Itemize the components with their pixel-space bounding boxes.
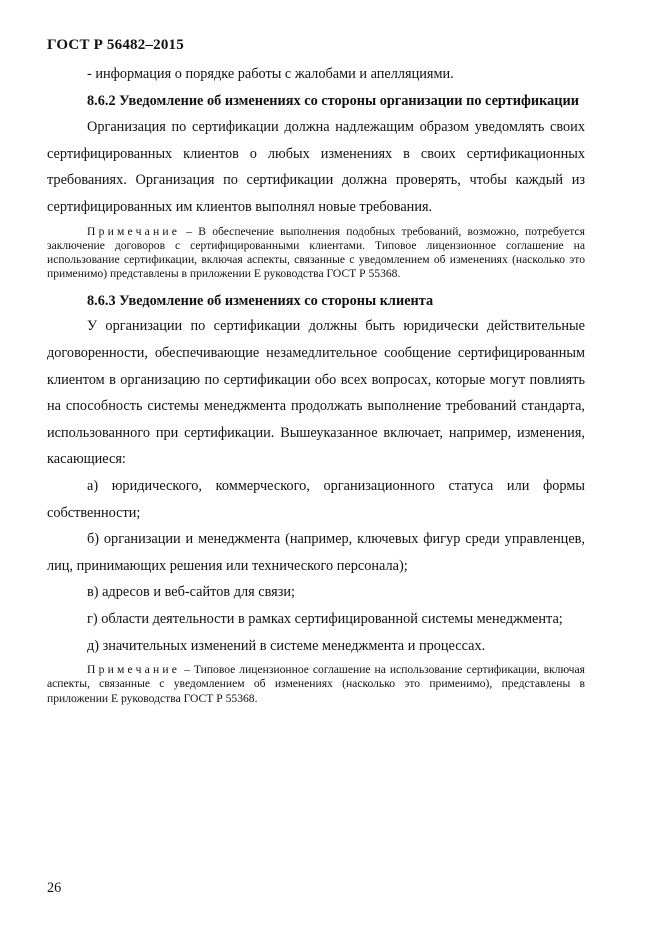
document-body [47,61,585,706]
note-2-label: Примечание [87,663,181,677]
list-item-g: г) области деятельности в рамках сертифицированной системы менеджмента; [87,610,563,627]
list-item-v: в) адресов и веб-сайтов для связи; [87,584,296,601]
section-heading-8-6-3: 8.6.3 Уведомление об изменениях со стороны клиента [87,293,434,310]
note-2-text: – Типовое лицензионное соглашение на использование сертификации, включая аспекты, связанные с уведомлением об изменениях (насколько это применимо), представлены в приложении Е руководства ГОСТ Р 55368. [47,663,585,705]
paragraph-8-6-3: У организации по сертификации должны быть юридически действительные договоренности, обеспечивающие незамедлительное сообщение сертифицированным клиентом в организацию по сертификации обо всех вопросах, которые могут повлиять на способность системы менеджмента продолжать выполнение требований стандарта, использованного при сертификации. Вышеуказанное включает, например, изменения, касающиеся: [47,318,585,468]
paragraph-8-6-2: Организация по сертификации должна надлежащим образом уведомлять своих сертифицированных клиентов о любых изменениях в своих сертификационных требованиях. Организация по сертификации должна проверять, чтобы каждый из сертифицированных им клиентов выполнял новые требования. [47,119,585,215]
section-heading-8-6-2: 8.6.2 Уведомление об изменениях со стороны организации по сертификации [87,92,579,109]
note-1 [47,225,585,282]
list-item-d: д) значительных изменений в системе менеджмента и процессах. [87,637,486,654]
note-1-text: – В обеспечение выполнения подобных требований, возможно, потребуется заключение договоров с сертифицированными клиентами. Типовое лицензионное соглашение на использование сертификации, включая аспекты, связанные с уведомлением об изменениях (насколько это применимо) представлены в приложении Е руководства ГОСТ Р 55368. [47,224,585,281]
list-item-complaints: - информация о порядке работы с жалобами и апелляциями. [87,66,454,82]
list-item-a: а) юридического, коммерческого, организационного статуса или формы собственности; [47,477,585,521]
note-2 [47,663,585,706]
list-item-b: б) организации и менеджмента (например, ключевых фигур среди управленцев, лиц, принимающих решения или технического персонала); [47,531,585,574]
document-header: ГОСТ Р 56482–2015 [47,37,184,53]
note-1-label: Примечание [87,224,181,238]
page-number: 26 [47,880,62,896]
